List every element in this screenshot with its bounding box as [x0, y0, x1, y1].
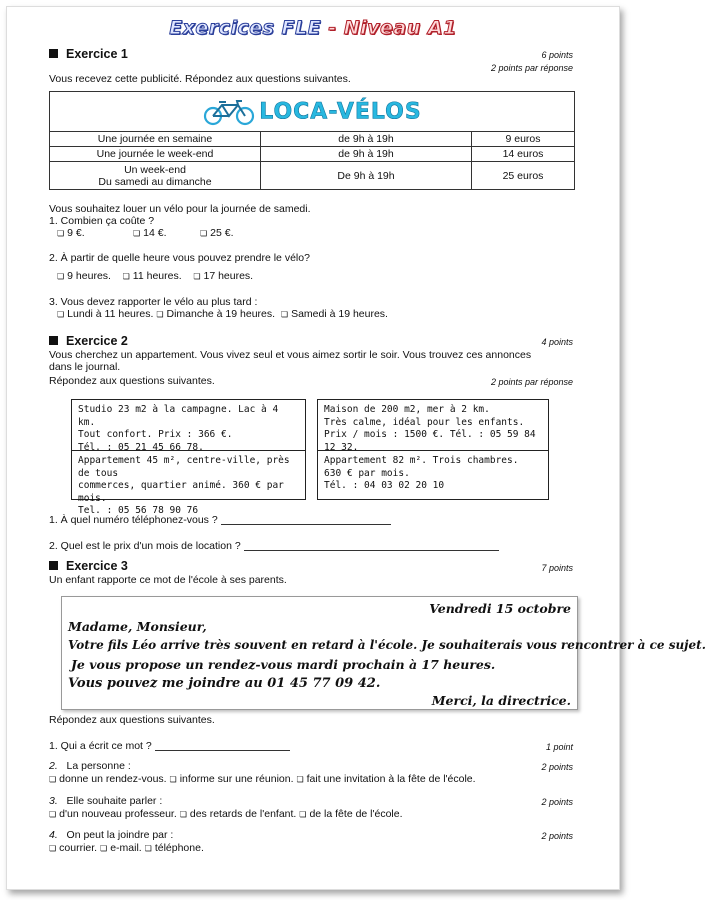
exercise1-q3: 3. Vous devez rapporter le vélo au plus tard :	[49, 296, 258, 308]
option-checkbox[interactable]: ❏ 11 heures.	[123, 270, 182, 282]
title-part2: Niveau A1	[343, 17, 457, 39]
rental-table	[49, 91, 575, 190]
exercise2-intro: Vous cherchez un appartement. Vous vivez seul et vous aimez sortir le soir. Vous trouvez ces annonces dans le journal.	[49, 349, 532, 373]
option-checkbox[interactable]: ❏ 14 €.	[133, 227, 167, 239]
option-checkbox[interactable]: ❏ Lundi à 11 heures.	[57, 308, 153, 320]
note-line3: Vous pouvez me joindre au 01 45 77 09 42.	[68, 676, 381, 691]
exercise3-q2: 2. La personne :	[49, 760, 131, 772]
option-checkbox[interactable]: ❏ des retards de l'enfant.	[180, 808, 297, 820]
rental-row-price: 14 euros	[472, 147, 575, 162]
rental-row	[50, 147, 575, 162]
rental-row-hours: de 9h à 19h	[261, 147, 472, 162]
option-checkbox[interactable]: ❏ e-mail.	[100, 842, 142, 854]
bullet-square-icon	[49, 49, 58, 58]
exercise1-q1: 1. Combien ça coûte ?	[49, 215, 155, 227]
ad-studio: Studio 23 m2 à la campagne. Lac à 4 km. Tout confort. Prix : 366 €. Tél. : 05 21 45 66 78.	[71, 399, 306, 451]
exercise3-q1: 1. Qui a écrit ce mot ?	[49, 740, 290, 752]
worksheet-page	[6, 6, 706, 890]
exercise3-q3: 3. Elle souhaite parler :	[49, 795, 163, 807]
answer-line[interactable]	[155, 750, 290, 751]
ad-maison: Maison de 200 m2, mer à 2 km. Très calme, idéal pour les enfants. Prix / mois : 1500 €. Tél. : 05 59 84 12 32.	[317, 399, 549, 451]
exercise3-heading: Exercice 3	[49, 559, 128, 573]
note-date: Vendredi 15 octobre	[429, 601, 571, 616]
bicycle-icon	[202, 98, 256, 126]
exercise3-q3-points: 2 points	[541, 797, 573, 807]
exercise2-points-per: 2 points par réponse	[490, 377, 573, 387]
rental-row	[50, 162, 575, 190]
answer-line[interactable]	[244, 550, 499, 551]
answer-line[interactable]	[221, 524, 391, 525]
rental-row-hours: de 9h à 19h	[261, 132, 472, 147]
q2-options	[57, 270, 253, 282]
exercise3-q3-options	[49, 808, 403, 820]
exercise1-q2: 2. À partir de quelle heure vous pouvez prendre le vélo?	[49, 252, 310, 264]
exercise1-points: 6 points	[541, 50, 573, 60]
option-checkbox[interactable]: ❏ fait une invitation à la fête de l'école.	[296, 773, 475, 785]
title-separator: -	[321, 17, 344, 39]
note-signature: Merci, la directrice.	[431, 693, 571, 708]
rental-row-label: Une journée en semaine	[50, 132, 261, 147]
note-line2: Je vous propose un rendez-vous mardi prochain à 17 heures.	[71, 657, 496, 672]
note-line1: Votre fils Léo arrive très souvent en retard à l'école. Je souhaiterais vous rencontrer à ce sujet.	[68, 638, 706, 652]
exercise1-points-per: 2 points par réponse	[490, 63, 573, 73]
exercise3-q4-options	[49, 842, 204, 854]
exercise3-points: 7 points	[541, 563, 573, 573]
exercise2-heading: Exercice 2	[49, 334, 128, 348]
exercise3-q4: 4. On peut la joindre par :	[49, 829, 174, 841]
option-checkbox[interactable]: ❏ d'un nouveau professeur.	[49, 808, 177, 820]
option-checkbox[interactable]: ❏ Dimanche à 19 heures.	[156, 308, 275, 320]
school-note	[61, 596, 706, 710]
page-title	[7, 17, 619, 39]
rental-logo-text: LOCA-VÉLOS	[259, 99, 422, 124]
q3-options	[57, 308, 388, 320]
exercise1-context: Vous souhaitez louer un vélo pour la journée de samedi.	[49, 203, 311, 215]
option-checkbox[interactable]: ❏ donne un rendez-vous.	[49, 773, 167, 785]
bullet-square-icon	[49, 561, 58, 570]
option-checkbox[interactable]: ❏ 9 €.	[57, 227, 85, 239]
exercise3-q2-options	[49, 773, 476, 785]
exercise2-points: 4 points	[541, 337, 573, 347]
option-checkbox[interactable]: ❏ de la fête de l'école.	[299, 808, 402, 820]
option-checkbox[interactable]: ❏ informe sur une réunion.	[170, 773, 294, 785]
rental-row-price: 9 euros	[472, 132, 575, 147]
option-checkbox[interactable]: ❏ 9 heures.	[57, 270, 111, 282]
exercise1-intro: Vous recevez cette publicité. Répondez aux questions suivantes.	[49, 73, 351, 85]
rental-row-price: 25 euros	[472, 162, 575, 190]
q1-options	[57, 227, 234, 239]
exercise2-q2: 2. Quel est le prix d'un mois de location ?	[49, 540, 499, 552]
exercise3-intro: Un enfant rapporte ce mot de l'école à ses parents.	[49, 574, 287, 586]
exercise1-heading: Exercice 1	[49, 47, 128, 61]
option-checkbox[interactable]: ❏ 17 heures.	[193, 270, 253, 282]
ad-appartement-45: Appartement 45 m², centre-ville, près de tous commerces, quartier animé. 360 € par mois. Tel. : 05 56 78 90 76	[71, 450, 306, 500]
rental-row	[50, 132, 575, 147]
ad-appartement-82: Appartement 82 m². Trois chambres. 630 € par mois. Tél. : 04 03 02 20 10	[317, 450, 549, 500]
exercise2-instruction: Répondez aux questions suivantes.	[49, 375, 215, 387]
exercise3-instruction: Répondez aux questions suivantes.	[49, 714, 215, 726]
rental-row-label: Une journée le week-end	[50, 147, 261, 162]
exercise3-q4-points: 2 points	[541, 831, 573, 841]
exercise2-q1: 1. À quel numéro téléphonez-vous ?	[49, 514, 391, 526]
bullet-square-icon	[49, 336, 58, 345]
exercise3-q2-points: 2 points	[541, 762, 573, 772]
option-checkbox[interactable]: ❏ 25 €.	[200, 227, 234, 239]
note-salutation: Madame, Monsieur,	[68, 619, 207, 634]
option-checkbox[interactable]: ❏ téléphone.	[145, 842, 204, 854]
exercise3-q1-points: 1 point	[545, 742, 573, 752]
rental-logo-cell	[50, 92, 575, 132]
option-checkbox[interactable]: ❏ courrier.	[49, 842, 97, 854]
option-checkbox[interactable]: ❏ Samedi à 19 heures.	[281, 308, 388, 320]
title-part1: Exercices FLE	[169, 17, 322, 39]
rental-row-label: Un week-end Du samedi au dimanche	[50, 162, 261, 190]
rental-row-hours: De 9h à 19h	[261, 162, 472, 190]
